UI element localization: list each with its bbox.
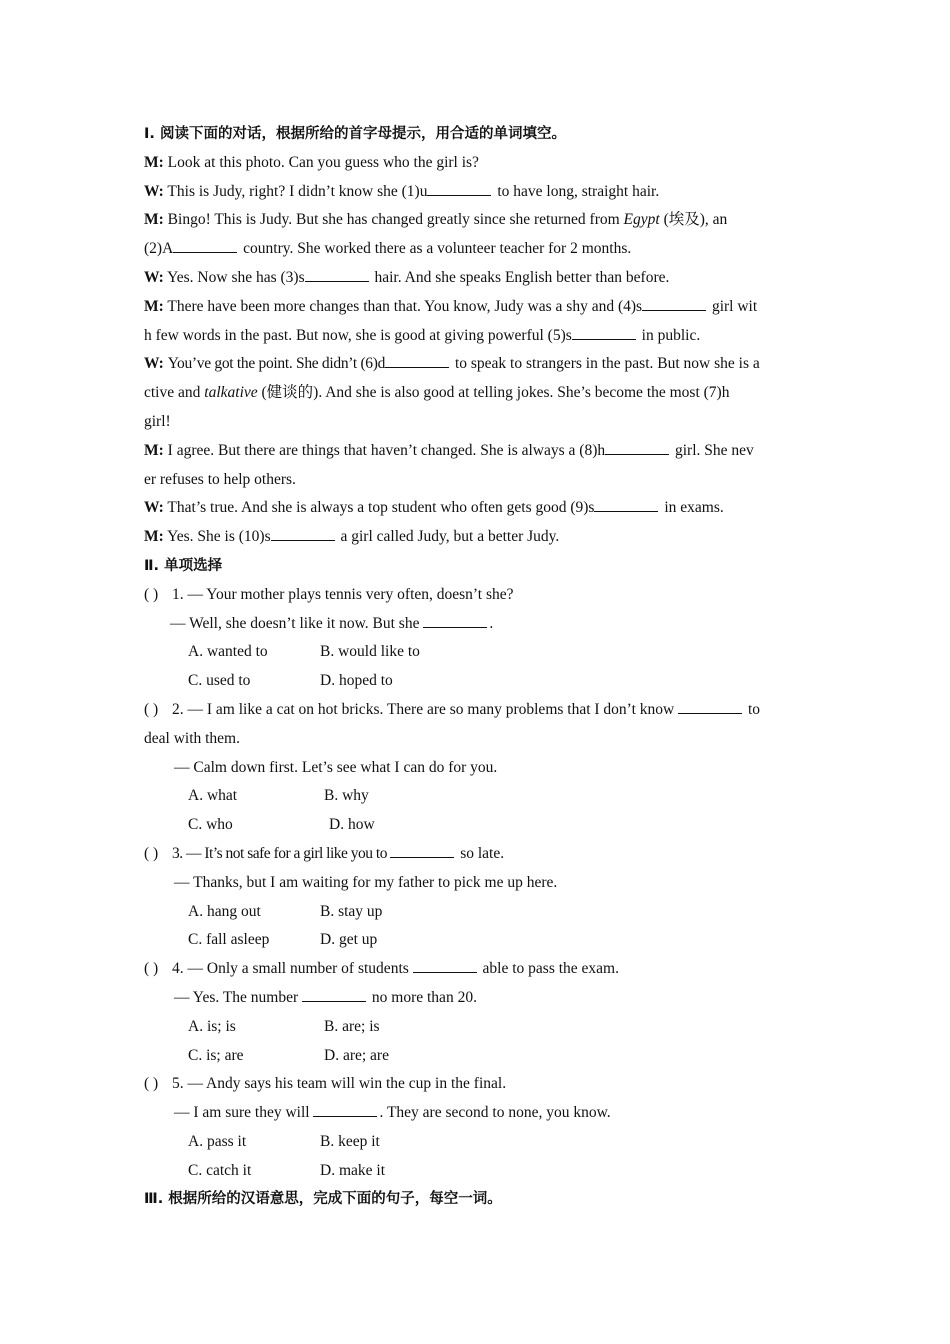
- dialogue-text: That’s true. And she is always a top student who often gets good (9)s: [167, 499, 595, 517]
- question-stem: [144, 840, 810, 869]
- options-row: [144, 811, 810, 840]
- question-text: able to pass the exam.: [478, 960, 619, 978]
- options-row: [144, 638, 810, 667]
- answer-bracket[interactable]: ( ): [144, 1075, 159, 1093]
- dialogue-text: girl!: [144, 412, 171, 430]
- speaker-label: W:: [144, 182, 164, 200]
- option-a[interactable]: A. hang out: [188, 902, 261, 920]
- question-text: . They are second to none, you know.: [379, 1104, 611, 1122]
- speaker-label: M:: [144, 211, 164, 229]
- section-1-title: Ⅰ. 阅读下面的对话，根据所给的首字母提示，用合适的单词填空。: [144, 126, 566, 142]
- answer-blank-5[interactable]: [572, 325, 636, 340]
- dialogue-line: [144, 437, 810, 466]
- question-text: 2. — I am like a cat on hot bricks. There are so many problems that I don’t know: [172, 700, 679, 718]
- option-d[interactable]: D. get up: [320, 931, 378, 949]
- answer-blank-9[interactable]: [594, 497, 658, 512]
- question-text: 3. — It’s not safe for a girl like you to: [172, 844, 391, 862]
- options-row: [144, 667, 810, 696]
- option-b[interactable]: B. are; is: [324, 1017, 380, 1035]
- speaker-label: M:: [144, 297, 164, 315]
- dialogue-line: [144, 206, 810, 235]
- option-d[interactable]: D. hoped to: [320, 672, 393, 690]
- question-text: no more than 20.: [368, 988, 477, 1006]
- question-response: [144, 984, 810, 1013]
- answer-blank-6[interactable]: [385, 353, 449, 368]
- option-c[interactable]: C. used to: [188, 672, 251, 690]
- question-text: so late.: [456, 844, 505, 862]
- question-text: 4. — Only a small number of students: [172, 960, 413, 978]
- dialogue-text: country. She worked there as a volunteer teacher for 2 months.: [239, 240, 632, 258]
- option-b[interactable]: B. would like to: [320, 643, 420, 661]
- question-text: 5. — Andy says his team will win the cup in the final.: [172, 1075, 507, 1093]
- answer-blank-2[interactable]: [173, 238, 237, 253]
- dialogue-line: [144, 235, 810, 264]
- options-row: [144, 1013, 810, 1042]
- question-text: — I am sure they will: [174, 1104, 314, 1122]
- dialogue-line: [144, 408, 810, 437]
- options-row: [144, 1128, 810, 1157]
- speaker-label: W:: [144, 268, 164, 286]
- option-a[interactable]: A. wanted to: [188, 643, 268, 661]
- speaker-label: M:: [144, 528, 164, 546]
- speaker-label: W:: [144, 355, 164, 373]
- option-d[interactable]: D. make it: [320, 1161, 385, 1179]
- question-text: — Yes. The number: [174, 988, 303, 1006]
- question-text: to: [744, 700, 761, 718]
- dialogue-text: (埃及), an: [659, 211, 728, 229]
- dialogue-line: [144, 322, 810, 351]
- section-2-title: Ⅱ. 单项选择: [144, 557, 223, 574]
- italic-word: Egypt: [623, 211, 660, 229]
- answer-blank-3[interactable]: [305, 267, 369, 282]
- speaker-label: M:: [144, 153, 164, 171]
- dialogue-line: [144, 379, 810, 408]
- options-row: [144, 1042, 810, 1071]
- dialogue-line: [144, 178, 810, 207]
- question-stem: [144, 955, 810, 984]
- question-blank[interactable]: [413, 958, 477, 973]
- dialogue-text: in exams.: [660, 499, 724, 517]
- options-row: [144, 898, 810, 927]
- question-blank[interactable]: [678, 699, 742, 714]
- option-c[interactable]: C. who: [188, 816, 233, 834]
- option-d[interactable]: D. how: [329, 816, 375, 834]
- question-stem: [144, 581, 810, 610]
- question-stem-cont: deal with them.: [144, 729, 240, 747]
- speaker-label: W:: [144, 499, 164, 517]
- dialogue-text: Bingo! This is Judy. But she has changed greatly since she returned from: [167, 211, 624, 229]
- dialogue-text: er refuses to help others.: [144, 470, 296, 488]
- options-row: [144, 1157, 810, 1186]
- dialogue-line: [144, 149, 810, 178]
- question-response: [144, 1099, 810, 1128]
- question-stem: [144, 696, 810, 725]
- option-a[interactable]: A. pass it: [188, 1132, 247, 1150]
- speaker-label: M:: [144, 441, 164, 459]
- question-text: .: [489, 614, 494, 632]
- dialogue-line: [144, 494, 810, 523]
- option-a[interactable]: A. what: [188, 787, 238, 805]
- dialogue-text: girl. She nev: [671, 441, 754, 459]
- answer-blank-8[interactable]: [605, 440, 669, 455]
- option-d[interactable]: D. are; are: [324, 1046, 389, 1064]
- dialogue-text: in public.: [637, 326, 701, 344]
- dialogue-text: Yes. She is (10)s: [167, 528, 271, 546]
- dialogue-line: [144, 264, 810, 293]
- answer-bracket[interactable]: ( ): [144, 700, 159, 718]
- question-blank[interactable]: [423, 613, 487, 628]
- dialogue-line: [144, 523, 810, 552]
- dialogue-text: (健谈的). And she is also good at telling jokes. She’s become the most (7)h: [257, 384, 730, 402]
- dialogue-text: h few words in the past. But now, she is good at giving powerful (5)s: [144, 326, 572, 344]
- option-b[interactable]: B. stay up: [320, 902, 383, 920]
- option-a[interactable]: A. is; is: [188, 1017, 236, 1035]
- question-response: — Calm down first. Let’s see what I can do for you.: [174, 758, 498, 776]
- dialogue-text: I agree. But there are things that haven’t changed. She is always a (8)h: [167, 441, 606, 459]
- answer-bracket[interactable]: ( ): [144, 960, 159, 978]
- option-b[interactable]: B. why: [324, 787, 369, 805]
- dialogue-text: There have been more changes than that. You know, Judy was a shy and (4)s: [167, 297, 643, 315]
- answer-blank-4[interactable]: [642, 296, 706, 311]
- answer-bracket[interactable]: ( ): [144, 844, 159, 862]
- dialogue-line: [144, 466, 810, 495]
- answer-blank-1[interactable]: [427, 181, 491, 196]
- italic-word: talkative: [204, 384, 258, 402]
- dialogue-text: ctive and: [144, 384, 205, 402]
- option-c[interactable]: C. fall asleep: [188, 931, 270, 949]
- dialogue-text: (2)A: [144, 240, 174, 258]
- question-blank[interactable]: [313, 1102, 377, 1117]
- question-text: — Well, she doesn’t like it now. But she: [170, 614, 424, 632]
- dialogue-text: hair. And she speaks English better than before.: [370, 268, 670, 286]
- option-b[interactable]: B. keep it: [320, 1132, 380, 1150]
- question-response: [144, 610, 810, 639]
- options-row: [144, 926, 810, 955]
- dialogue-text: a girl called Judy, but a better Judy.: [336, 528, 560, 546]
- question-response: — Thanks, but I am waiting for my father to pick me up here.: [174, 873, 558, 891]
- option-c[interactable]: C. catch it: [188, 1161, 252, 1179]
- dialogue-text: Look at this photo. Can you guess who the girl is?: [167, 153, 479, 171]
- option-c[interactable]: C. is; are: [188, 1046, 244, 1064]
- question-stem: [144, 1070, 810, 1099]
- dialogue-text: to have long, straight hair.: [493, 182, 660, 200]
- question-blank[interactable]: [390, 843, 454, 858]
- dialogue-text: to speak to strangers in the past. But now she is a: [451, 355, 760, 373]
- section-3-title: Ⅲ. 根据所给的汉语意思，完成下面的句子，每空一词。: [144, 1191, 502, 1208]
- answer-bracket[interactable]: ( ): [144, 585, 159, 603]
- answer-blank-10[interactable]: [271, 526, 335, 541]
- dialogue-line: [144, 293, 810, 322]
- question-blank[interactable]: [302, 987, 366, 1002]
- dialogue-text: Yes. Now she has (3)s: [167, 268, 305, 286]
- dialogue-text: girl wit: [708, 297, 758, 315]
- dialogue-line: [144, 350, 810, 379]
- question-text: 1. — Your mother plays tennis very often, doesn’t she?: [172, 585, 514, 603]
- options-row: [144, 782, 810, 811]
- dialogue-text: You’ve got the point. She didn’t (6)d: [167, 355, 386, 373]
- dialogue-text: This is Judy, right? I didn’t know she (1)u: [167, 182, 428, 200]
- worksheet-page: [144, 120, 810, 1214]
